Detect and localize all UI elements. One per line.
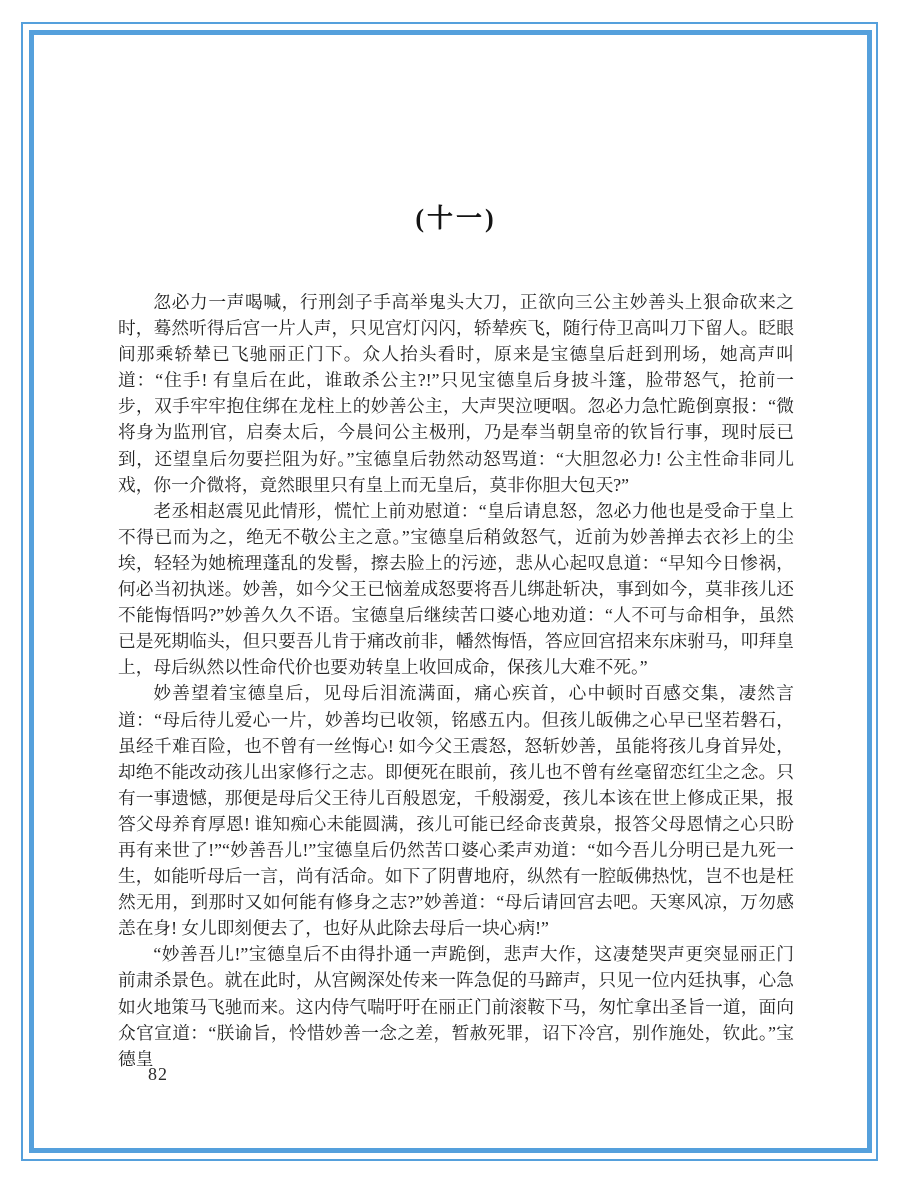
chapter-title: (十一) bbox=[415, 204, 497, 233]
body-paragraph: 老丞相赵震见此情形，慌忙上前劝慰道：“皇后请息怒，忽必力他也是受命于皇上不得已而为之，绝无不敬公主之意。”宝德皇后稍敛怒气，近前为妙善掸去衣衫上的尘埃，轻轻为她梳理蓬乱的发髻，擦去脸上的污迹，悲从心起叹息道：“早知今日惨祸，何必当初执迷。妙善，如今父王已恼羞成怒要将吾儿绑赴斩决，事到如今，莫非孩儿还不能悔悟吗?”妙善久久不语。宝德皇后继续苦口婆心地劝道：“人不可与命相争，虽然已是死期临头，但只要吾儿肯于痛改前非，幡然悔悟，答应回宫招来东床驸马，叩拜皇上，母后纵然以性命代价也要劝转皇上收回成命，保孩儿大难不死。” bbox=[118, 500, 794, 678]
page-content bbox=[118, 0, 794, 1072]
page-number: 82 bbox=[148, 1064, 168, 1084]
body-paragraph: 忽必力一声喝喊，行刑刽子手高举鬼头大刀，正欲向三公主妙善头上狠命砍来之时，蓦然听得后宫一片人声，只见宫灯闪闪，轿辇疾飞，随行侍卫高叫刀下留人。眨眼间那乘轿辇已飞驰丽正门下。众人抬头看时，原来是宝德皇后赶到刑场，她高声叫道：“住手! 有皇后在此，谁敢杀公主?!”只见宝德皇后身披斗篷，脸带怒气，抢前一步，双手牢牢抱住绑在龙柱上的妙善公主，大声哭泣哽咽。忽必力急忙跪倒禀报：“微将身为监刑官，启奏太后，今晨问公主极刑，乃是奉当朝皇帝的钦旨行事，现时辰已到，还望皇后勿要拦阻为好。”宝德皇后勃然动怒骂道：“大胆忽必力! 公主性命非同儿戏，你一介微将，竟然眼里只有皇上而无皇后，莫非你胆大包天?” bbox=[118, 292, 794, 495]
body-paragraph: 妙善望着宝德皇后，见母后泪流满面，痛心疾首，心中顿时百感交集，凄然言道：“母后待儿爱心一片，妙善均已收领，铭感五内。但孩儿皈佛之心早已坚若磐石，虽经千难百险，也不曾有一丝悔心! 如今父王震怒，怒斩妙善，虽能将孩儿身首异处，却绝不能改动孩儿出家修行之志。即便死在眼前，孩儿也不曾有丝毫留恋红尘之念。只有一事遗憾，那便是母后父王待儿百般恩宠，千般溺爱，孩儿本该在世上修成正果，报答父母养育厚恩! 谁知痴心未能圆满，孩儿可能已经命丧黄泉，报答父母恩情之心只盼再有来世了!”“妙善吾儿!”宝德皇后仍然苦口婆心柔声劝道：“如今吾儿分明已是九死一生，如能听母后一言，尚有活命。如下了阴曹地府，纵然有一腔皈佛热忱，岂不也是枉然无用，到那时又如何能有修身之志?”妙善道：“母后请回宫去吧。天寒风凉，万勿感恙在身! 女儿即刻便去了，也好从此除去母后一块心病!” bbox=[118, 683, 794, 939]
body-paragraph: “妙善吾儿!”宝德皇后不由得扑通一声跪倒，悲声大作，这凄楚哭声更突显丽正门前肃杀景色。就在此时，从宫阙深处传来一阵急促的马蹄声，只见一位内廷执事，心急如火地策马飞驰而来。这内侍气喘吁吁在丽正门前滚鞍下马，匆忙拿出圣旨一道，面向众官宣道：“朕谕旨，怜惜妙善一念之差，暂赦死罪，诏下冷宫，别作施处，钦此。”宝德皇 bbox=[118, 944, 794, 1069]
body-text-block bbox=[118, 289, 794, 1072]
